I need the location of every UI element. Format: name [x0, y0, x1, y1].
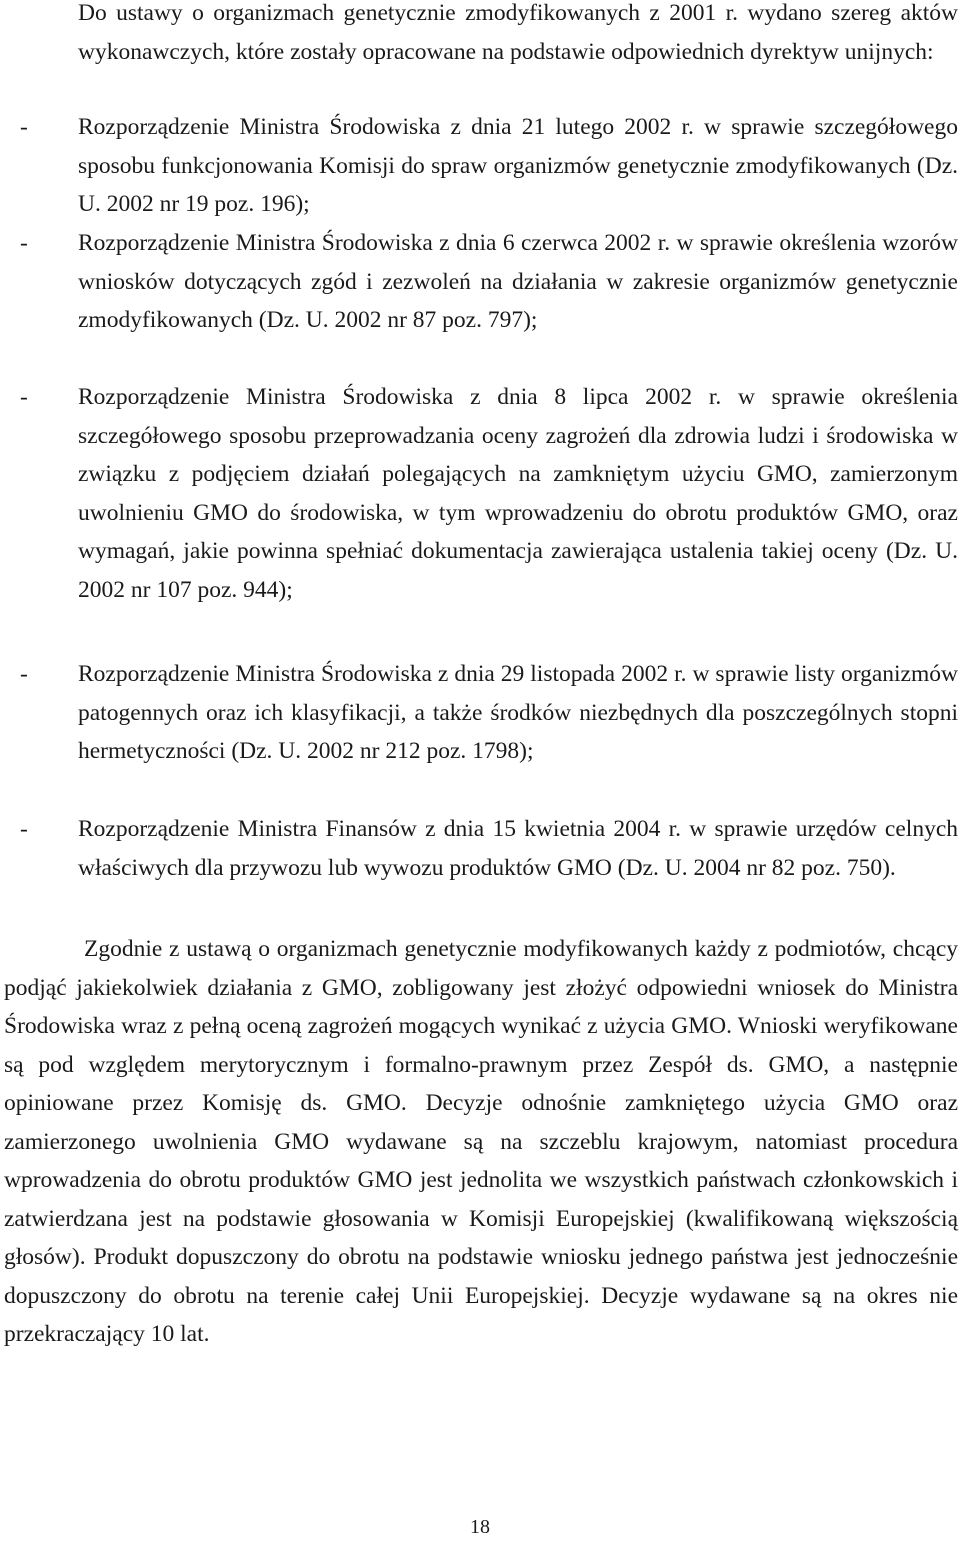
bullet-dash: -	[20, 816, 28, 842]
page-number: 18	[470, 1516, 490, 1538]
regulation-text: Rozporządzenie Ministra Środowiska z dnia 29 listopada 2002 r. w sprawie listy organizmów patogennych oraz ich klasyfikacji, a także środków niezbędnych dla poszczególnych stopni hermetyczności (Dz. U. 2002 nr 212 poz. 1798);	[78, 661, 958, 764]
regulation-text: Rozporządzenie Ministra Środowiska z dnia 6 czerwca 2002 r. w sprawie określenia wzorów wniosków dotyczących zgód i zezwoleń na działania w zakresie organizmów genetycznie zmodyfikowanych (Dz. U. 2002 nr 87 poz. 797);	[78, 230, 958, 333]
regulation-text: Rozporządzenie Ministra Finansów z dnia 15 kwietnia 2004 r. w sprawie urzędów celnych właściwych dla przywozu lub wywozu produktów GMO (Dz. U. 2004 nr 82 poz. 750).	[78, 816, 958, 881]
bullet-dash: -	[20, 384, 28, 410]
bullet-dash: -	[20, 661, 28, 687]
intro-paragraph: Do ustawy o organizmach genetycznie zmodyfikowanych z 2001 r. wydano szereg aktów wykonawczych, które zostały opracowane na podstawie odpowiednich dyrektyw unijnych:	[78, 0, 958, 65]
bullet-dash: -	[20, 114, 28, 140]
main-paragraph: Zgodnie z ustawą o organizmach genetycznie modyfikowanych każdy z podmiotów, chcący podjąć jakiekolwiek działania z GMO, zobligowany jest złożyć odpowiedni wniosek do Ministra Środowiska wraz z pełną oceną zagrożeń mogących wynikać z użycia GMO. Wnioski weryfikowane są pod względem merytorycznym i formalno-prawnym przez Zespół ds. GMO, a następnie opiniowane przez Komisję ds. GMO. Decyzje odnośnie zamkniętego użycia GMO oraz zamierzonego uwolnienia GMO wydawane są na szczeblu krajowym, natomiast procedura wprowadzenia do obrotu produktów GMO jest jednolita we wszystkich państwach członkowskich i zatwierdzana jest na podstawie głosowania w Komisji Europejskiej (kwalifikowaną większością głosów). Produkt dopuszczony do obrotu na podstawie wniosku jednego państwa jest jednocześnie dopuszczony do obrotu na terenie całej Unii Europejskiej. Decyzje wydawane są na okres nie przekraczający 10 lat.	[4, 936, 958, 1347]
regulation-text: Rozporządzenie Ministra Środowiska z dnia 21 lutego 2002 r. w sprawie szczegółowego sposobu funkcjonowania Komisji do spraw organizmów genetycznie zmodyfikowanych (Dz. U. 2002 nr 19 poz. 196);	[78, 114, 958, 217]
regulation-text: Rozporządzenie Ministra Środowiska z dnia 8 lipca 2002 r. w sprawie określenia szczegółowego sposobu przeprowadzania oceny zagrożeń dla zdrowia ludzi i środowiska w związku z podjęciem działań polegających na zamkniętym użyciu GMO, zamierzonym uwolnieniu GMO do środowiska, w tym wprowadzeniu do obrotu produktów GMO, oraz wymagań, jakie powinna spełniać dokumentacja zawierająca ustalenia takiej oceny (Dz. U. 2002 nr 107 poz. 944);	[78, 384, 958, 603]
bullet-dash: -	[20, 230, 28, 256]
